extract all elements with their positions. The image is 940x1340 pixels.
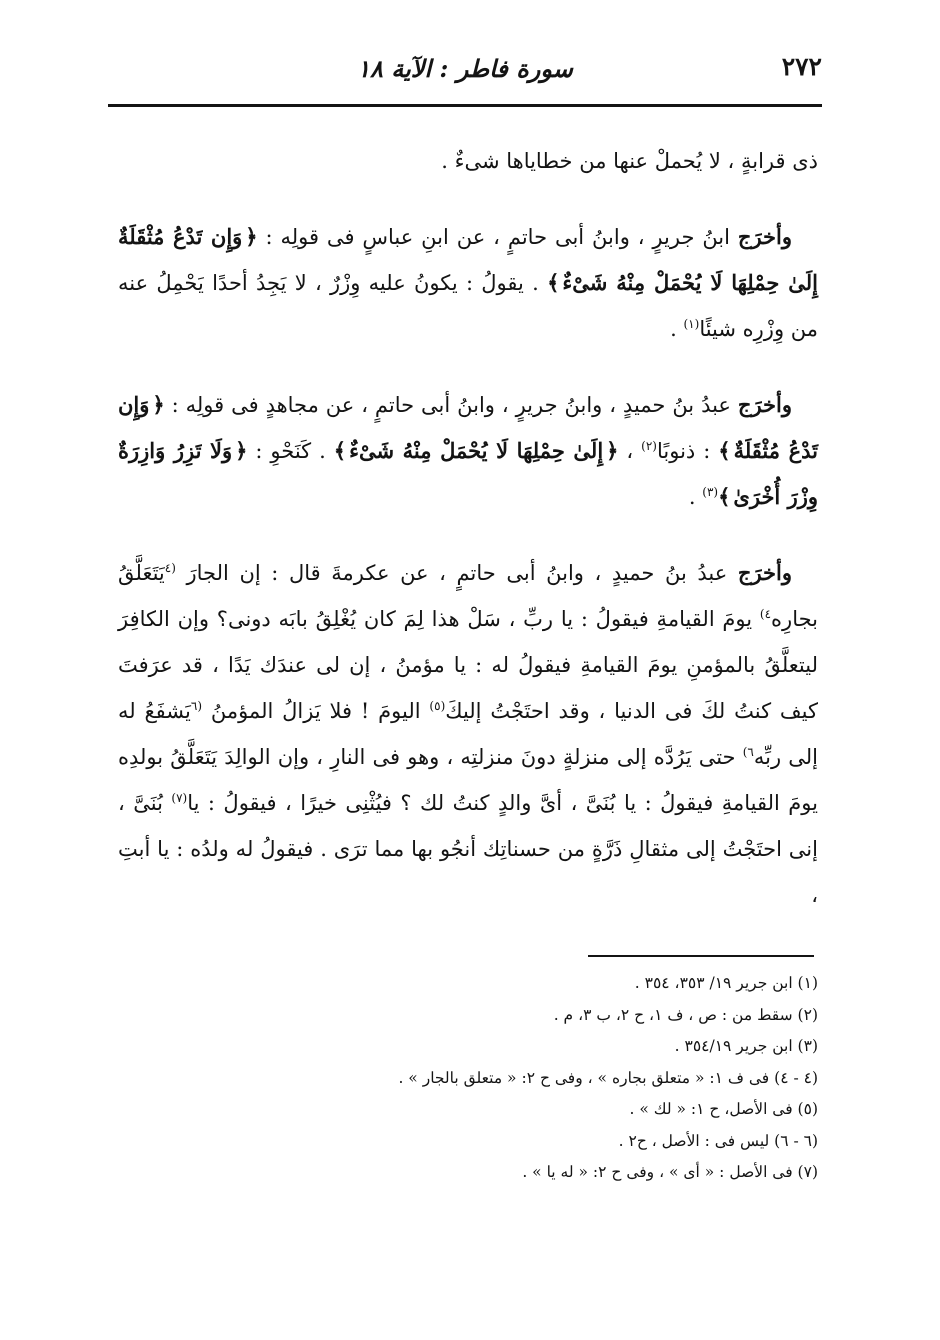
paragraph-2-lead: وأخرَج xyxy=(737,224,792,249)
paragraph-4-text-5: يَشفَعُ له إلى ربِّه xyxy=(118,699,818,769)
paragraph-4-text-4: اليومَ ! فلا يَزالُ المؤمنُ xyxy=(202,699,430,723)
paragraph-2-text-3: . xyxy=(670,317,684,341)
footnote-1: (١) ابن جرير ١٩/ ٣٥٣، ٣٥٤ . xyxy=(634,974,818,992)
paragraph-4-text-6: حتى يَرُدَّه إلى منزلةٍ دونَ منزلتِه ، وهو فى النارِ ، وإن الوالِدَ يَتَعَلَّقُ بولدِه يومَ القيامةِ فيقولُ : يا بُنَىَّ ، أىَّ والدٍ كنتُ لك ؟ فيُثْنِى خيرًا ، فيقولُ : يا xyxy=(118,745,818,815)
paragraph-1-text: ذى قرابةٍ ، لا يُحملْ عنها من خطاياها شىءٌ . xyxy=(441,149,818,173)
page-number: ٢٧٢ xyxy=(781,52,822,81)
footnote-marker-1: (١) xyxy=(683,317,700,331)
paragraph-4-lead: وأخرَج xyxy=(737,560,792,585)
paragraph-3-text-4: . كَنَحْوِ : xyxy=(247,439,334,463)
paragraph-2-text-1: ابنُ جريرٍ ، وابنُ أبى حاتمٍ ، عن ابنِ عباسٍ فى قولِه : xyxy=(257,225,738,249)
quran-quote: ﴿ وَلَا تَزِرُ وَازِرَةٌ وِزْرَ أُخْرَىٰ ﴾ xyxy=(118,438,818,509)
footnote-marker-7: (٧) xyxy=(171,791,188,805)
footnote-marker-5: (٥) xyxy=(429,699,446,713)
footnote-marker-4-open: (٤ xyxy=(164,561,176,575)
footnote-marker-2: (٢) xyxy=(641,439,657,453)
footnote-6: (٦ - ٦) ليس فى : الأصل ، ح٢ . xyxy=(618,1131,818,1150)
paragraph-4-text-1: عبدُ بنُ حميدٍ ، وابنُ أبى حاتمٍ ، عن عكرمةَ قال : إن الجارَ xyxy=(175,561,738,585)
paragraph-3-text-3: ، xyxy=(618,439,642,463)
paragraph-4-text-3: يومَ القيامةِ فيقولُ : يا ربِّ ، سَلْ هذا لِمَ كان يُغْلِقُ بابَه دونى؟ وإن الكافِرَ ليتعلَّقُ بالمؤمنِ يومَ القيامةِ فيقولُ له : يا مؤمنُ ، إن لى عندَك يَدًا ، قد عرَفتَ كيف كنتُ لكَ فى الدنيا ، وقد احتَجْتُ إليكَ xyxy=(118,607,818,723)
quran-quote: ﴿ وَإِن تَدْعُ مُثْقَلَةٌ ﴾ xyxy=(118,392,818,463)
footnote-marker-3: (٣) xyxy=(702,485,719,499)
footnote-4: (٤ - ٤) فى ف ١: « متعلق بجاره » ، وفى ح ٢: « متعلق بالجار » . xyxy=(398,1068,818,1087)
paragraph-3-text-5: . xyxy=(688,485,703,509)
quran-quote: ﴿ وَإِن تَدْعُ مُثْقَلَةٌ إِلَىٰ حِمْلِهَا لَا يُحْمَلْ مِنْهُ شَىْءٌ ﴾ xyxy=(118,224,818,295)
footnote-divider xyxy=(588,955,814,957)
footnote-2: (٢) سقط من : ص ، ف ١، ح ٢، ب ٣، م . xyxy=(553,1005,818,1024)
footnotes xyxy=(118,968,818,1189)
surah-title: سورة فاطر : الآية ١٨ xyxy=(357,54,573,83)
footnote-marker-6-close: ٦) xyxy=(742,745,754,759)
footnote-5: (٥) فى الأصل، ح ١: « لك » . xyxy=(629,1100,818,1118)
paragraph-4 xyxy=(118,550,818,918)
main-text xyxy=(118,138,818,948)
paragraph-4-text-2: يَتَعَلَّقُ بجارِه xyxy=(118,561,818,631)
paragraph-3-text-1: عبدُ بنُ حميدٍ ، وابنُ جريرٍ ، وابنُ أبى حاتمٍ ، عن مجاهدٍ فى قولِه : xyxy=(164,393,738,417)
header-divider xyxy=(108,104,822,107)
paragraph-4-text-7: بُنَىَّ ، إنى احتَجْتُ إلى مثقالِ ذَرَّةٍ من حسناتِك أنجُو بها مما ترَى . فيقولُ له ولدُه : يا أبتِ ، xyxy=(118,791,818,907)
footnote-marker-6-open: (٦ xyxy=(190,699,203,713)
paragraph-2 xyxy=(118,214,818,352)
footnote-marker-4-close: ٤) xyxy=(759,607,772,621)
page-header xyxy=(108,44,822,100)
paragraph-3 xyxy=(118,382,818,520)
paragraph-3-lead: وأخرَج xyxy=(737,392,792,417)
quran-quote: ﴿ إِلَىٰ حِمْلِهَا لَا يُحْمَلْ مِنْهُ شَىْءٌ ﴾ xyxy=(334,438,619,463)
paragraph-3-text-2: : ذنوبًا xyxy=(656,439,719,463)
footnote-3: (٣) ابن جرير ٣٥٤/١٩ . xyxy=(674,1037,818,1055)
paragraph-2-text-2: . يقولُ : يكونُ عليه وِزْرٌ ، لا يَجِدُ أحدًا يَحْمِلُ عنه من وِزْرِه شيئًا xyxy=(118,271,818,341)
footnote-7: (٧) فى الأصل : « أى » ، وفى ح ٢: « له يا » . xyxy=(522,1163,818,1181)
paragraph-1 xyxy=(118,138,818,184)
